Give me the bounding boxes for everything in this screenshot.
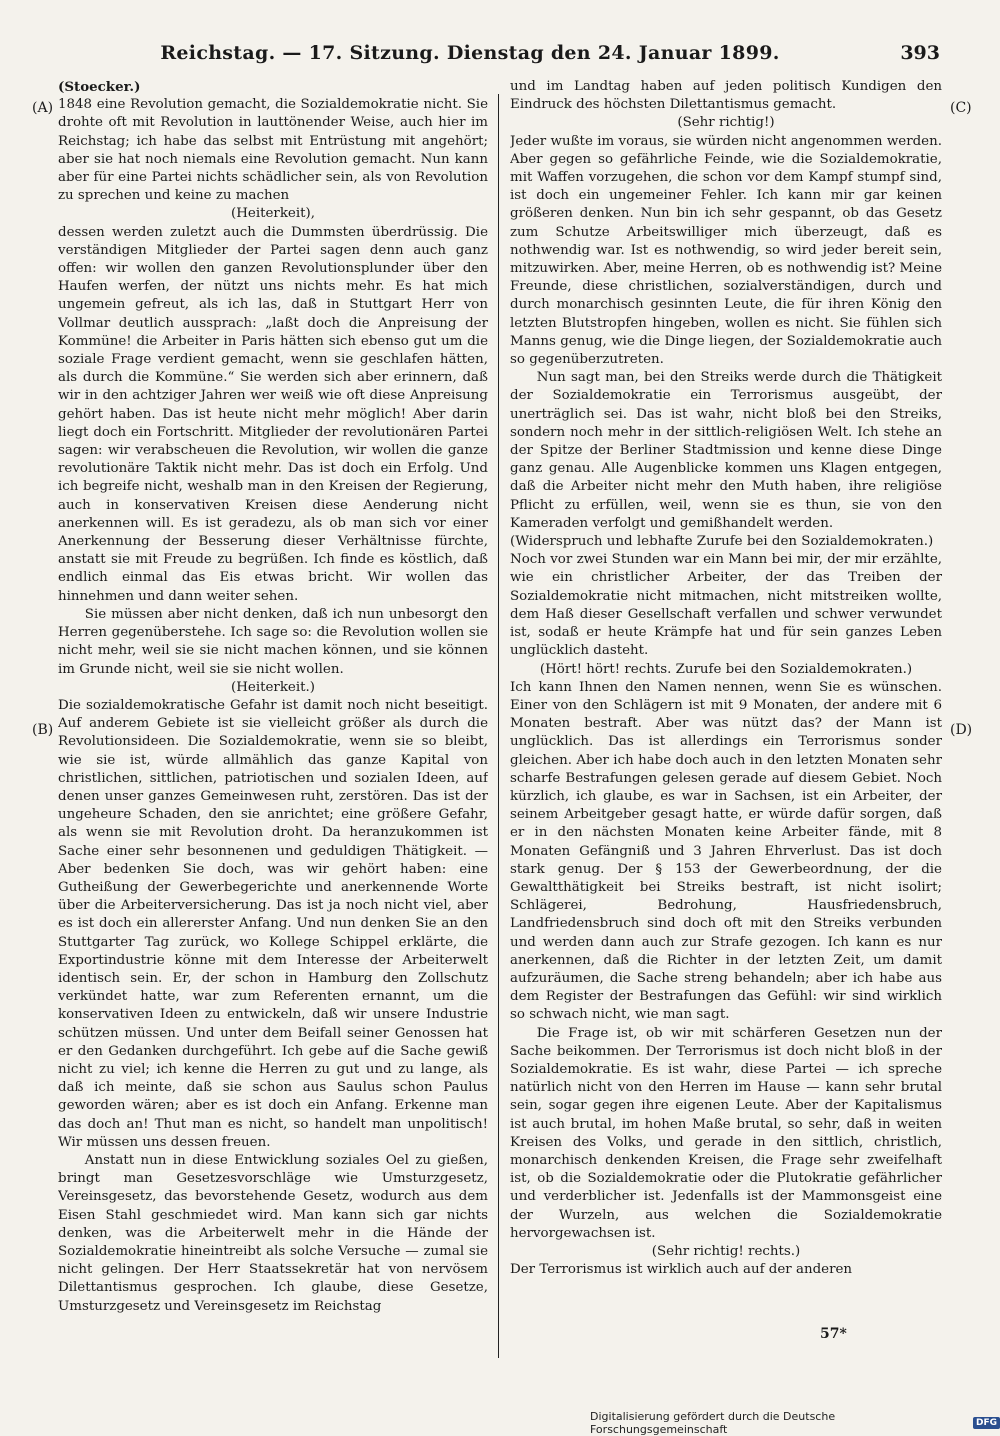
right-column — [510, 78, 942, 1320]
column-divider — [498, 94, 499, 1358]
margin-mark-d: (D) — [950, 722, 973, 738]
paragraph: Noch vor zwei Stunden war ein Mann bei mir, der mir erzählte, wie ein christlicher Arbeiter, der das Treiben der Sozialdemokratie nicht mitmachen, nicht mitstreiken wollte, dem Haß dieser Gesellschaft verfallen und schwer verwundet ist, sodaß er heute Krämpfe hat und für sein ganzes Leben unglücklich dasteht. — [510, 552, 942, 659]
paragraph: dessen werden zuletzt auch die Dummsten überdrüssig. Die verständigen Mitglieder der Partei sagen denn auch ganz offen: wir wollen den ganzen Revolutionsplunder über den Haufen werfen, der nützt uns nichts mehr. Es hat mich ungemein gefreut, als ich las, daß in Stuttgart Herr von Vollmar deutlich aussprach: „laßt doch die Anpreisung der Kommüne! die Arbeiter in Paris hätten sich ebenso gut um die soziale Frage verdient gemacht, wenn sie geschlafen hätten, als durch die Kommüne.“ Sie werden sich aber erinnern, daß wir in den achtziger Jahren wer weiß wie oft diese Anpreisung gehört haben. Das ist heute nicht mehr möglich! Aber darin liegt doch ein Fortschritt. Mitglieder der revolutionären Partei sagen: wir verabscheuen die Revolution, wir wollen die ganze revolutionäre Taktik nicht mehr. Das ist doch ein Erfolg. Und ich begreife nicht, weshalb man in den Kreisen der Regierung, auch in konservativen Kreisen diese Aenderung nicht anerkennen will. Es ist geradezu, als ob man sich vor einer Anerkennung der Besserung dieser Verhältnisse fürchte, anstatt sie mit Freude zu begrüßen. Ich finde es köstlich, daß endlich einmal das Eis etwas bricht. Wir wollen das hinnehmen und dann weiter sehen. — [58, 224, 488, 604]
margin-mark-a: (A) — [32, 100, 54, 116]
paragraph: und im Landtag haben auf jeden politisch Kundigen den Eindruck des höchsten Dilettantismus gemacht. — [510, 79, 942, 113]
dfg-logo-icon: DFG — [973, 1417, 1000, 1429]
reaction: (Hört! hört! rechts. Zurufe bei den Sozialdemokraten.) — [539, 661, 913, 677]
paragraph: Der Terrorismus ist wirklich auch auf der anderen — [510, 1262, 853, 1278]
margin-mark-c: (C) — [950, 100, 972, 116]
paragraph: Sie müssen aber nicht denken, daß ich nun unbesorgt den Herren gegenüberstehe. Ich sage so: die Revolution wollen sie nicht mehr, weil sie sie nicht machen können, und sie können im Grunde nicht, weil sie sie nicht wollen. — [58, 606, 488, 677]
reaction: (Sehr richtig!) — [677, 115, 775, 131]
reaction: (Widerspruch und lebhafte Zurufe bei den Sozialdemokraten.) — [510, 534, 934, 550]
running-head: Reichstag. — 17. Sitzung. Dienstag den 24. Januar 1899. — [160, 42, 780, 64]
page-header — [60, 42, 940, 72]
margin-mark-b: (B) — [32, 722, 54, 738]
paragraph: Jeder wußte im voraus, sie würden nicht angenommen werden. Aber gegen so gefährliche Feinde, wie die Sozialdemokratie, mit Waffen vorzugehen, die schon vor dem Kampf stumpf sind, ist doch ein ungemeiner Fehler. Ich kann mir gar keinen größeren denken. Nun bin ich sehr gespannt, ob das Gesetz zum Schutze Arbeitswilliger mich überzeugt, daß es nothwendig war. Ist es nothwendig, so wird jeder bereit sein, mitzuwirken. Aber, meine Herren, ob es nothwendig ist? Meine Freunde, diese christlichen, sozialverständigen, durch und durch monarchisch gesinnten Leute, die für ihren König den letzten Blutstropfen hingeben, wollen es nicht. Sie fühlen sich Manns genug, wie die Dinge liegen, der Sozialdemokratie auch so gegenüberzutreten. — [510, 133, 942, 368]
reaction: (Heiterkeit), — [231, 206, 315, 222]
footer-text: Digitalisierung gefördert durch die Deutsche Forschungsgemeinschaft — [590, 1410, 836, 1436]
left-column — [58, 78, 488, 1320]
reaction: (Sehr richtig! rechts.) — [651, 1244, 801, 1259]
paragraph: Anstatt nun in diese Entwicklung soziales Oel zu gießen, bringt man Gesetzesvorschläge wie Umsturzgesetz, Vereinsgesetz, das bevorstehende Gesetz, wodurch aus dem Eisen Stahl geschmiedet wird. Man kann sich gar nichts denken, was die Arbeiterwelt mehr in die Hände der Sozialdemokratie hineintreibt als solche Versuche — zumal sie nicht gelingen. Der Herr Staatssekretär hat von nervösem Dilettantismus gesprochen. Ich glaube, diese Gesetze, Umsturzgesetz und Vereinsgesetz im Reichstag — [58, 1152, 488, 1314]
paragraph: Ich kann Ihnen den Namen nennen, wenn Sie es wünschen. Einer von den Schlägern ist mit 9 Monaten, der andere mit 6 Monaten bestraft. Aber was nützt das? der Mann ist unglücklich. Das ist allerdings ein Terrorismus sonder gleichen. Aber ich habe doch auch in den letzten Monaten sehr scharfe Bestrafungen gelesen gerade auf diesem Gebiet. Noch kürzlich, ich glaube, es war in Sachsen, ist ein Arbeiter, der seinem Arbeitgeber gesagt hatte, er würde dafür sorgen, daß er in den nächsten Monaten keine Arbeiter fände, mit 8 Monaten Gefängniß und 3 Jahren Ehrverlust. Das ist doch stark genug. Der § 153 der Gewerbeordnung, der die Gewaltthätigkeit bei Streiks bestraft, ist nicht isolirt; Schlägerei, Bedrohung, Hausfriedensbruch, Landfriedensbruch sind doch oft mit den Streiks verbunden und werden dann auch zur Strafe gezogen. Ich kann es nur anerkennen, daß die Richter in der letzten Zeit, um damit aufzuräumen, die Sache streng behandeln; aber ich habe aus dem Register der Bestrafungen das Gefühl: wir sind wirklich so schwach nicht, wie man sagt. — [510, 679, 942, 1023]
reaction: (Heiterkeit.) — [231, 679, 315, 695]
paragraph: Nun sagt man, bei den Streiks werde durch die Thätigkeit der Sozialdemokratie ein Terrorismus ausgeübt, der unerträglich sei. Das ist wahr, nicht bloß bei den Streiks, sondern noch mehr in der sittlich-religiösen Welt. Ich stehe an der Spitze der Berliner Stadtmission und kenne diese Dinge ganz genau. Alle Augenblicke kommen uns Klagen entgegen, daß die Arbeiter nicht mehr den Muth haben, ihre religiöse Pflicht zu erfüllen, weil, wenn sie es thun, sie von den Kameraden verfolgt und gemißhandelt werden. — [510, 370, 942, 531]
speaker-label: (Stoecker.) — [58, 79, 141, 95]
paragraph: Die Frage ist, ob wir mit schärferen Gesetzen nun der Sache beikommen. Der Terrorismus ist doch nicht bloß in der Sozialdemokratie. Es ist wahr, diese Partei — ich spreche natürlich nicht von den Herren im Hause — kann sehr brutal sein, sogar gegen ihre eigenen Leute. Aber der Kapitalismus ist auch brutal, im hohen Maße brutal, so sehr, daß in weiten Kreisen des Volks, und gerade in den sittlich, christlich, monarchisch denkenden Kreisen, die Frage sehr zweifelhaft ist, ob die Sozialdemokratie oder die Plutokratie gefährlicher und verderblicher ist. Jedenfalls ist der Mammonsgeist eine der Wurzeln, aus welchen die Sozialdemokratie hervorgewachsen ist. — [510, 1025, 942, 1241]
page-number: 393 — [900, 42, 940, 64]
paragraph: Die sozialdemokratische Gefahr ist damit noch nicht beseitigt. Auf anderem Gebiete ist sie vielleicht größer als durch die Revolutionsideen. Die Sozialdemokratie, wenn sie so bleibt, wie sie ist, würde allmählich das ganze Kapital von christlichen, sittlichen, patriotischen und sozialen Ideen, auf denen unser ganzes Gemeinwesen ruht, zerstören. Das ist der ungeheure Schaden, den sie anrichtet; eine größere Gefahr, als wenn sie mit Revolution droht. Da heranzukommen ist Sache einer sehr besonnenen und geduldigen Thätigkeit. — Aber bedenken Sie doch, was wir gehört haben: eine Gutheißung der Gewerbegerichte und anerkennende Worte über die Arbeiterversicherung. Das ist ja noch nicht viel, aber es ist doch ein allererster Anfang. Und nun denken Sie an den Stuttgarter Tag zurück, wo Kollege Schippel erklärte, die Exportindustrie könne mit dem Interesse der Arbeiterwelt identisch sein. Er, der schon in Hamburg den Zollschutz verkündet hatte, war zum Referenten ernannt, um die konservativen Ideen zu entwickeln, daß wir unsere Industrie schützen müssen. Und unter dem Beifall seiner Genossen hat er den Gedanken durchgeführt. Ich gebe auf die Sache gewiß nicht zu viel; ich kenne die Herren zu gut und zu lange, als daß ich meinte, daß sie schon aus Saulus schon Paulus geworden wären; aber es ist doch ein Anfang. Erkenne man das doch an! Thut man es nicht, so handelt man unpolitisch! Wir müssen uns dessen freuen. — [58, 697, 488, 1150]
printer-signature: 57* — [820, 1326, 847, 1342]
paragraph: 1848 eine Revolution gemacht, die Sozialdemokratie nicht. Sie drohte oft mit Revolution in lauttönender Weise, auch hier im Reichstag; ich habe das selbst mit Entrüstung mit angehört; aber sie hat noch niemals eine Revolution gemacht. Nun kann aber für eine Partei nichts schädlicher sein, als von Revolution zu sprechen und keine zu machen — [58, 97, 488, 204]
footer — [590, 1410, 1000, 1436]
